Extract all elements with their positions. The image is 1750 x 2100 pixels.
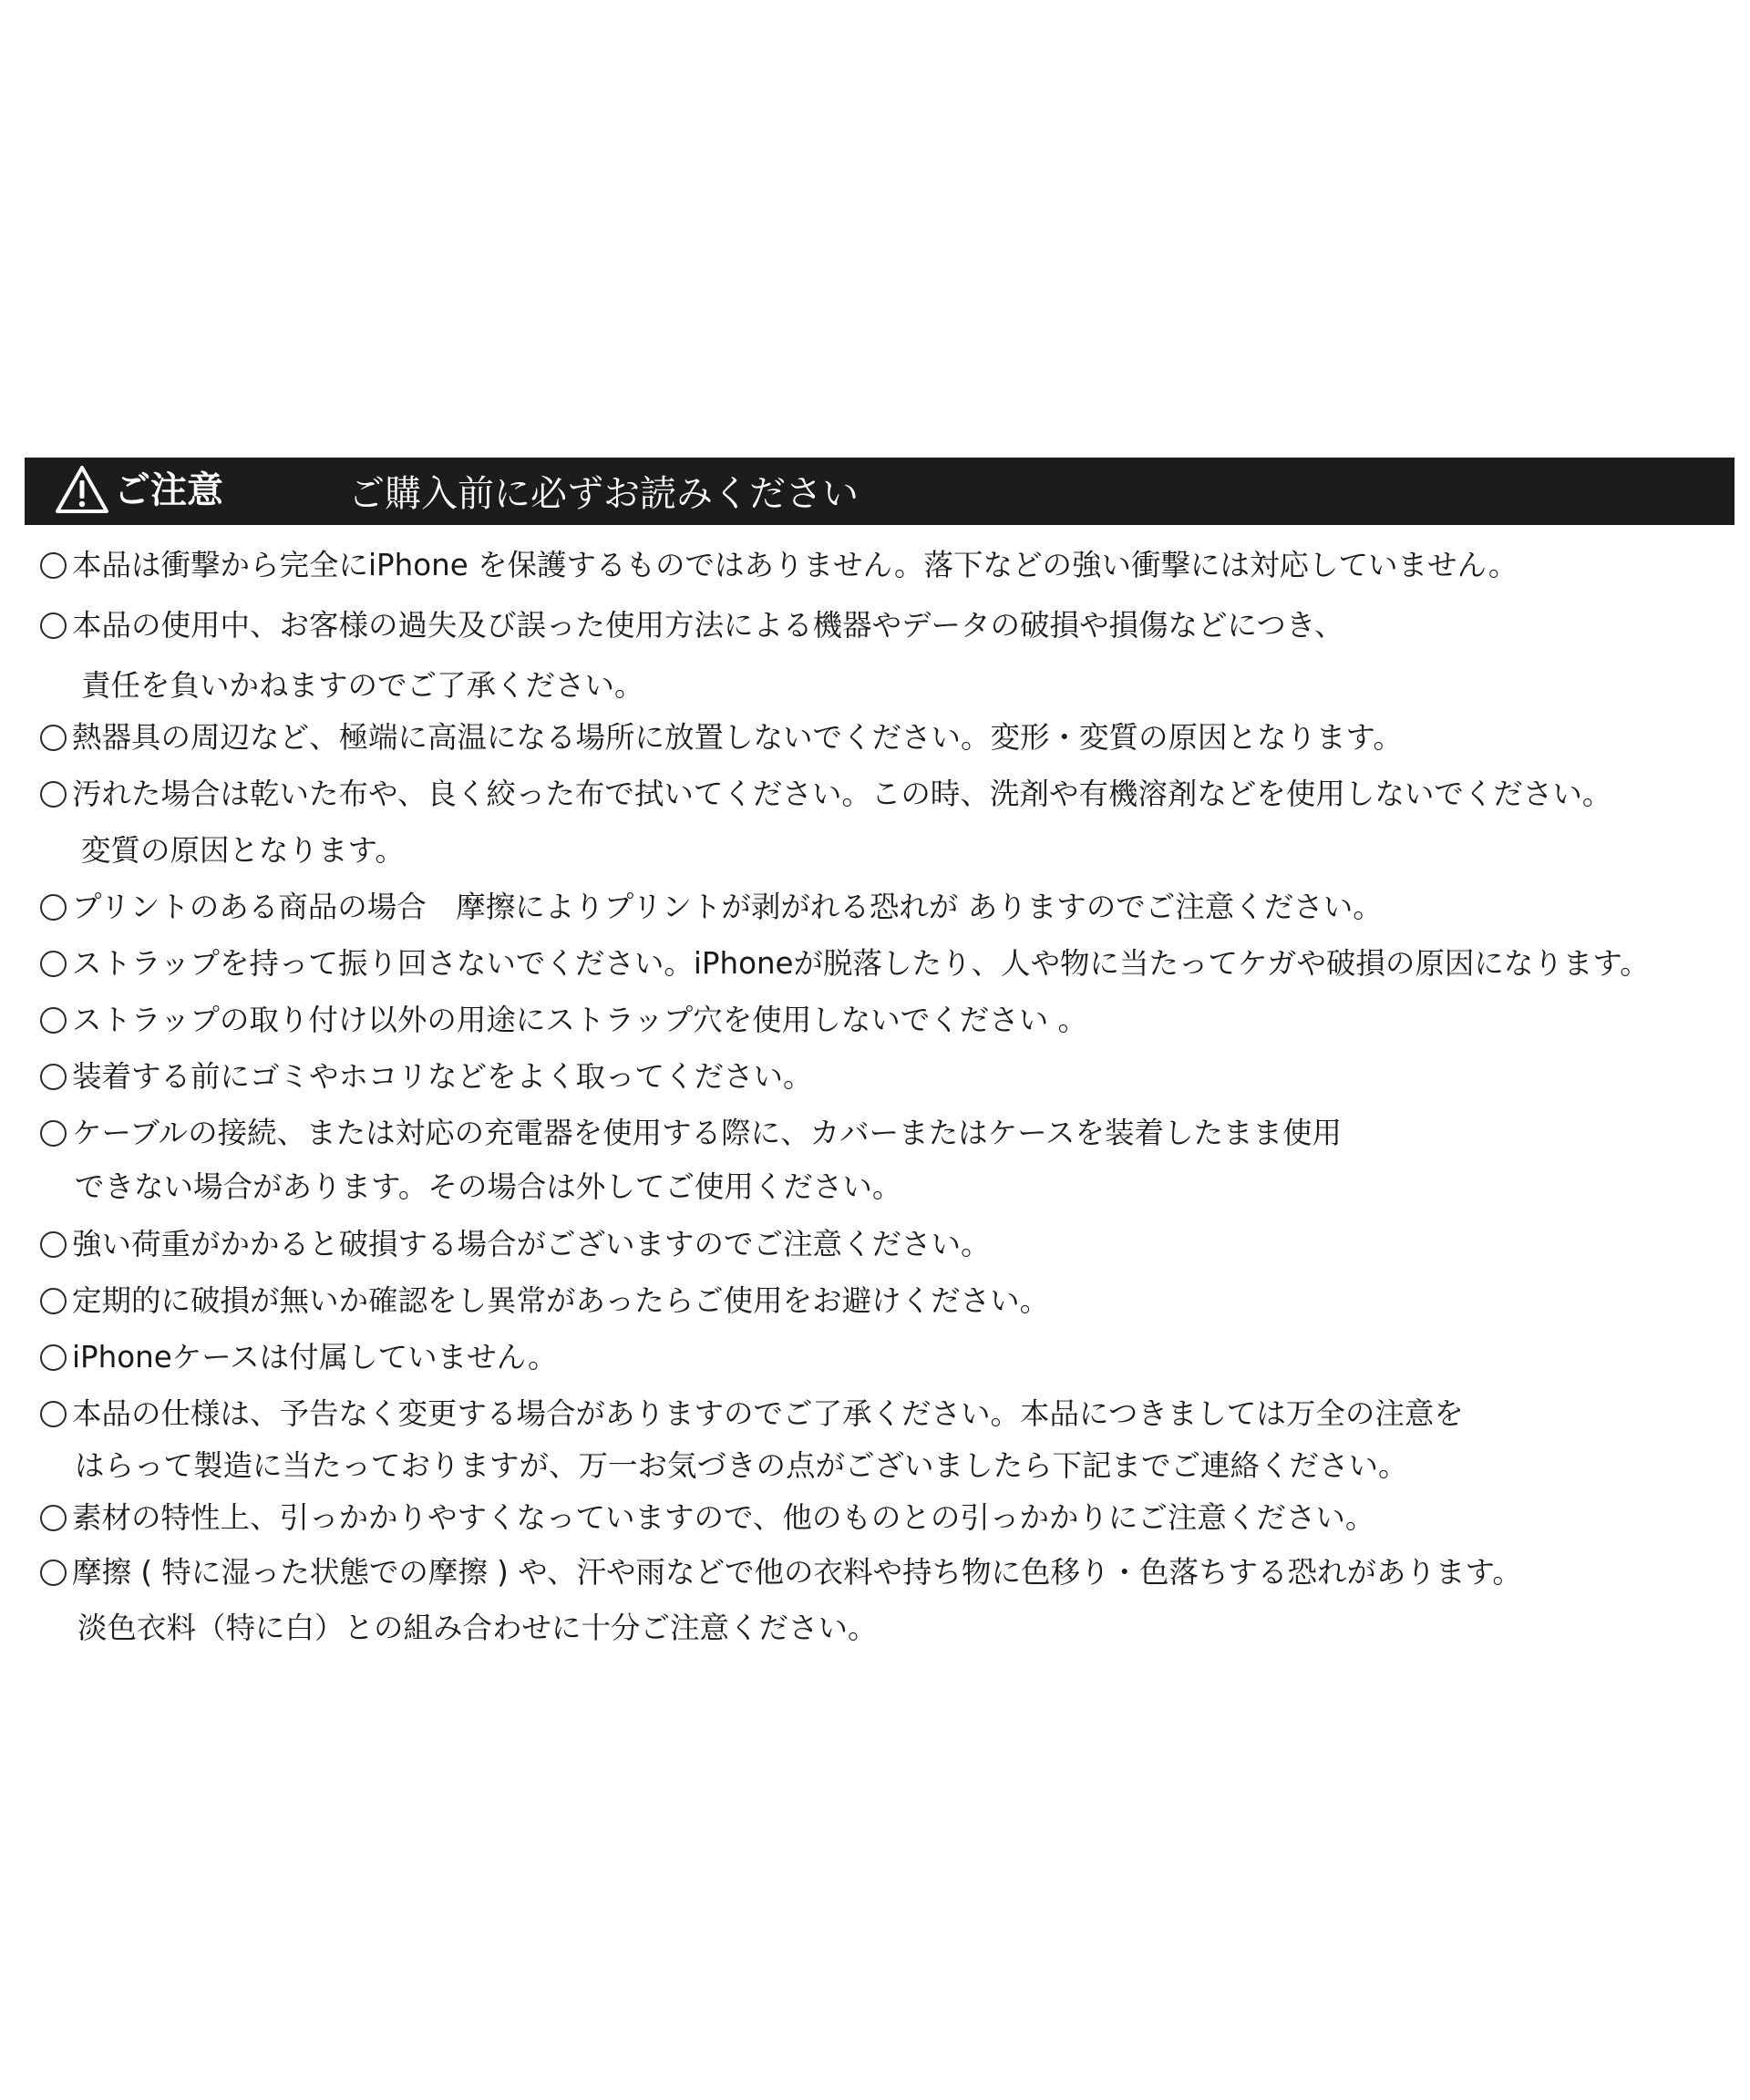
notice-header [25,458,1735,525]
notice-text: 素材の特性上、引っかかりやすくなっていますので、他のものとの引っかかりにご注意ください。 [72,1500,1375,1535]
circle-bullet-icon [40,1560,67,1586]
notice-continuation: 変質の原因となります。 [81,833,405,868]
notice-item [40,943,1650,983]
notice-item [40,1113,1342,1153]
notice-text: ストラップを持って振り回さないでください。iPhoneが脱落したり、人や物に当たってケガや破損の原因になります。 [72,946,1650,981]
warning-triangle-icon [54,464,110,515]
notice-text: 熱器具の周辺など、極端に高温になる場所に放置しないでください。変形・変質の原因となります。 [72,720,1403,755]
notice-text: 強い荷重がかかると破損する場合がございますのでご注意ください。 [72,1227,991,1261]
notice-continuation: 責任を負いかねますのでご了承ください。 [81,668,644,703]
notice-text: 本品の使用中、お客様の過失及び誤った使用方法による機器やデータの破損や損傷などにつき、 [72,608,1344,643]
circle-bullet-icon [40,781,67,808]
notice-item [40,1000,1087,1040]
notice-item [40,1056,813,1096]
notice-item [40,545,1518,585]
notice-item [40,887,1383,927]
notice-item [40,774,1611,814]
notice-text: ストラップの取り付け以外の用途にストラップ穴を使用しないでください 。 [72,1003,1088,1037]
notice-item [40,1224,991,1264]
circle-bullet-icon [40,1401,67,1427]
notice-text: 本品は衝撃から完全にiPhone を保護するものではありません。落下などの強い衝撃には対応していません。 [72,548,1518,582]
notice-item [40,1498,1374,1538]
circle-bullet-icon [40,1344,67,1371]
circle-bullet-icon [40,1288,67,1314]
circle-bullet-icon [40,612,67,639]
notice-text: 定期的に破損が無いか確認をし異常があったらご使用をお避けください。 [72,1283,1050,1318]
notice-text: 装着する前にゴミやホコリなどをよく取ってください。 [72,1059,813,1094]
notice-text: 摩擦 ( 特に湿った状態での摩擦 ) や、汗や雨などで他の衣料や持ち物に色移り・色落ちする恐れがあります。 [72,1555,1522,1590]
circle-bullet-icon [40,1064,67,1090]
circle-bullet-icon [40,951,67,977]
notice-text: プリントのある商品の場合 摩擦によりプリントが剥がれる恐れが ありますのでご注意ください。 [72,890,1383,924]
circle-bullet-icon [40,894,67,921]
header-title: ご注意 [114,469,223,511]
notice-text: 本品の仕様は、予告なく変更する場合がありますのでご了承ください。本品につきましては万全の注意を [72,1396,1464,1431]
circle-bullet-icon [40,725,67,751]
circle-bullet-icon [40,552,67,579]
circle-bullet-icon [40,1231,67,1258]
notice-item [40,717,1403,757]
notice-continuation: はらって製造に当たっておりますが、万一お気づきの点がございましたら下記までご連絡ください。 [75,1448,1408,1483]
circle-bullet-icon [40,1120,67,1147]
notice-text: 汚れた場合は乾いた布や、良く絞った布で拭いてください。この時、洗剤や有機溶剤などを使用しないでください。 [72,777,1612,811]
notice-item [40,605,1344,645]
header-subtitle: ご購入前に必ずお読みください [348,473,859,515]
notice-item [40,1281,1049,1321]
notice-item [40,1337,558,1377]
notice-text: ケーブルの接続、または対応の充電器を使用する際に、カバーまたはケースを装着したまま使用 [72,1116,1342,1150]
notice-continuation: できない場合があります。その場合は外してご使用ください。 [75,1169,902,1204]
notice-continuation: 淡色衣料（特に白）との組み合わせに十分ご注意ください。 [77,1611,878,1645]
notice-text: iPhoneケースは付属していません。 [72,1340,558,1374]
notice-item [40,1552,1522,1592]
notice-item [40,1394,1464,1434]
circle-bullet-icon [40,1505,67,1531]
circle-bullet-icon [40,1007,67,1034]
